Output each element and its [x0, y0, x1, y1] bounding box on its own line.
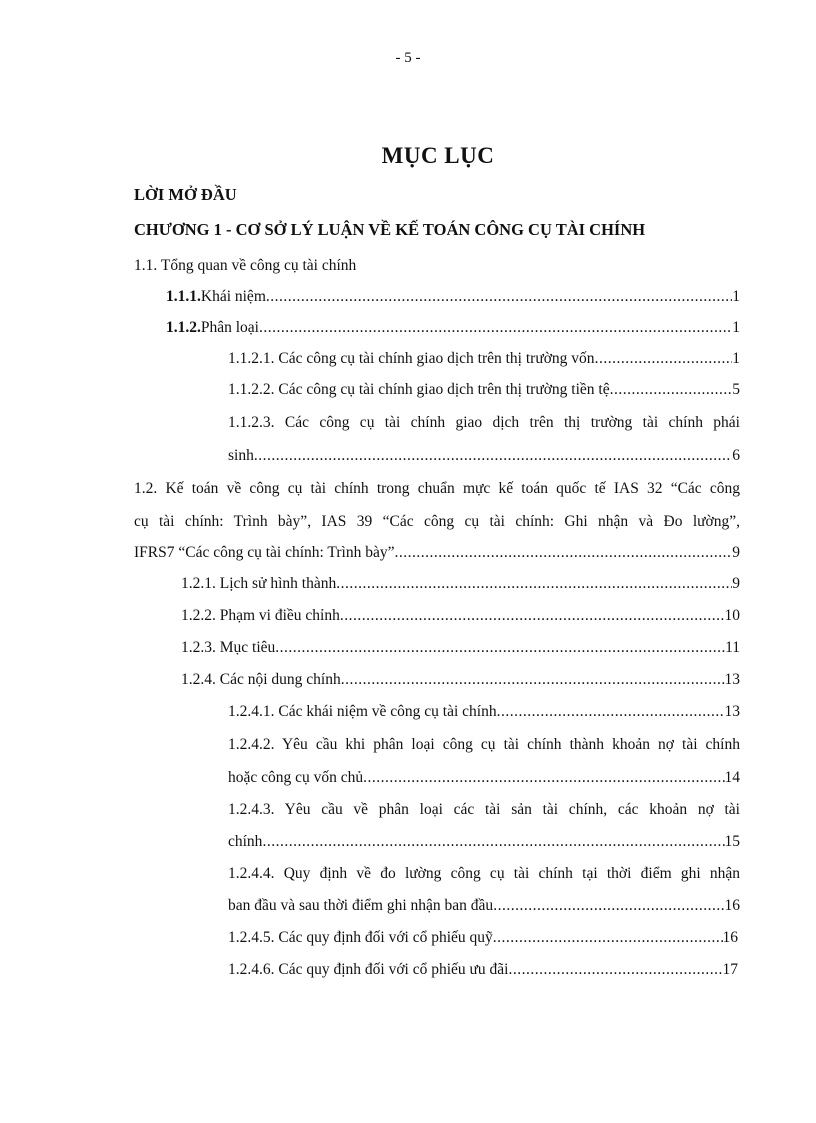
dot-leader — [254, 446, 732, 466]
toc-title: MỤC LỤC — [381, 143, 495, 168]
toc-entry-text: 1.1.2.2. Các công cụ tài chính giao dịch trên thị trường tiền tệ — [228, 381, 610, 398]
dot-leader — [336, 574, 732, 594]
toc-entry-1-2-4-6[interactable] — [228, 960, 738, 980]
toc-entry-1-2-4-3-line2[interactable] — [228, 832, 740, 852]
toc-entry-number: 1.1.2. — [166, 319, 201, 336]
toc-entry-number: 1.1.1. — [166, 288, 201, 305]
toc-entry-page: 9 — [732, 575, 740, 592]
toc-entry-text: chính — [228, 833, 263, 850]
toc-entry-1-2-line3[interactable] — [134, 543, 740, 563]
toc-entry-page: 11 — [725, 639, 740, 656]
toc-entry-text: 1.2.4.5. Các quy định đối với cổ phiếu quỹ — [228, 929, 493, 946]
toc-entry-page: 10 — [724, 607, 740, 624]
toc-entry-1-2-4[interactable] — [181, 670, 740, 690]
toc-entry-text: 1.2.4.1. Các khái niệm về công cụ tài chính — [228, 703, 497, 720]
toc-entry-text: Khái niệm — [200, 288, 266, 305]
toc-entry-text: 1.2.2. Phạm vi điều chỉnh — [181, 607, 340, 624]
toc-entry-page: 17 — [722, 961, 738, 978]
toc-entry-text: 1.2.4.6. Các quy định đối với cổ phiếu ưu đãi — [228, 961, 509, 978]
toc-entry-1-2-4-2-line2[interactable] — [228, 768, 740, 788]
toc-entry-1-2-4-5[interactable] — [228, 928, 738, 948]
toc-entry-1-1-2-3-line1[interactable]: 1.1.2.3. Các công cụ tài chính giao dịch trên thị trường tài chính phái — [228, 414, 740, 431]
page-number: - 5 - — [395, 50, 421, 66]
dot-leader — [493, 928, 723, 948]
dot-leader — [340, 606, 725, 626]
toc-entry-page: 1 — [732, 319, 740, 336]
dot-leader — [259, 318, 732, 338]
toc-entry-1-2-4-4-line2[interactable] — [228, 896, 740, 916]
toc-entry-1-1-2-2[interactable] — [228, 380, 740, 400]
toc-entry-text: 1.2.3. Mục tiêu — [181, 639, 276, 656]
dot-leader — [262, 832, 724, 852]
toc-entry-page: 15 — [724, 833, 740, 850]
toc-entry-1-2-1[interactable] — [181, 574, 740, 594]
toc-entry-1-1-2-3-line2[interactable] — [228, 446, 740, 466]
dot-leader — [595, 349, 733, 369]
toc-entry-1-1-2-1[interactable] — [228, 349, 740, 369]
toc-entry-1-1-1[interactable] — [166, 287, 740, 307]
toc-entry-1-1[interactable]: 1.1. Tổng quan về công cụ tài chính — [134, 257, 357, 274]
toc-entry-page: 13 — [724, 671, 740, 688]
dot-leader — [394, 543, 732, 563]
toc-entry-1-2-4-4-line1[interactable]: 1.2.4.4. Quy định về đo lường công cụ tài chính tại thời điểm ghi nhận — [228, 865, 740, 882]
dot-leader — [341, 670, 725, 690]
toc-entry-text: hoặc công cụ vốn chủ — [228, 769, 364, 786]
toc-entry-1-2-4-2-line1[interactable]: 1.2.4.2. Yêu cầu khi phân loại công cụ tài chính thành khoản nợ tài chính — [228, 736, 740, 753]
toc-entry-page: 1 — [732, 350, 740, 367]
toc-entry-page: 6 — [732, 447, 740, 464]
dot-leader — [275, 638, 725, 658]
dot-leader — [266, 287, 732, 307]
toc-entry-1-2-4-3-line1[interactable]: 1.2.4.3. Yêu cầu về phân loại các tài sản tài chính, các khoản nợ tài — [228, 801, 740, 818]
toc-entry-page: 16 — [724, 897, 740, 914]
toc-entry-page: 9 — [732, 544, 740, 561]
toc-entry-text: 1.2.1. Lịch sử hình thành — [181, 575, 337, 592]
toc-entry-1-2-4-1[interactable] — [228, 702, 740, 722]
toc-entry-text: sinh — [228, 447, 254, 464]
toc-entry-text: 1.1.2.1. Các công cụ tài chính giao dịch trên thị trường vốn — [228, 350, 595, 367]
toc-entry-text: IFRS7 “Các công cụ tài chính: Trình bày” — [134, 544, 395, 561]
toc-entry-1-2-2[interactable] — [181, 606, 740, 626]
dot-leader — [610, 380, 733, 400]
toc-entry-1-2-line2[interactable]: cụ tài chính: Trình bày”, IAS 39 “Các công cụ tài chính: Ghi nhận và Đo lường”, — [134, 513, 740, 530]
toc-entry-1-2-line1[interactable]: 1.2. Kế toán về công cụ tài chính trong chuẩn mực kế toán quốc tế IAS 32 “Các công — [134, 480, 740, 497]
toc-entry-page: 14 — [724, 769, 740, 786]
toc-entry-1-1-2[interactable] — [166, 318, 740, 338]
toc-entry-page: 13 — [724, 703, 740, 720]
toc-entry-text: Phân loại — [200, 319, 259, 336]
toc-entry-text: ban đầu và sau thời điểm ghi nhận ban đầu — [228, 897, 494, 914]
toc-entry-page: 16 — [722, 929, 738, 946]
dot-leader — [497, 702, 725, 722]
dot-leader — [509, 960, 723, 980]
toc-entry-page: 1 — [732, 288, 740, 305]
dot-leader — [493, 896, 724, 916]
toc-entry-chapter-1[interactable]: CHƯƠNG 1 - CƠ SỞ LÝ LUẬN VỀ KẾ TOÁN CÔNG CỤ TÀI CHÍNH — [134, 220, 646, 239]
toc-entry-text: 1.2.4. Các nội dung chính — [181, 671, 341, 688]
toc-entry-1-2-3[interactable] — [181, 638, 740, 658]
toc-entry-page: 5 — [732, 381, 740, 398]
dot-leader — [363, 768, 724, 788]
toc-entry-intro[interactable]: LỜI MỞ ĐẦU — [134, 185, 237, 204]
